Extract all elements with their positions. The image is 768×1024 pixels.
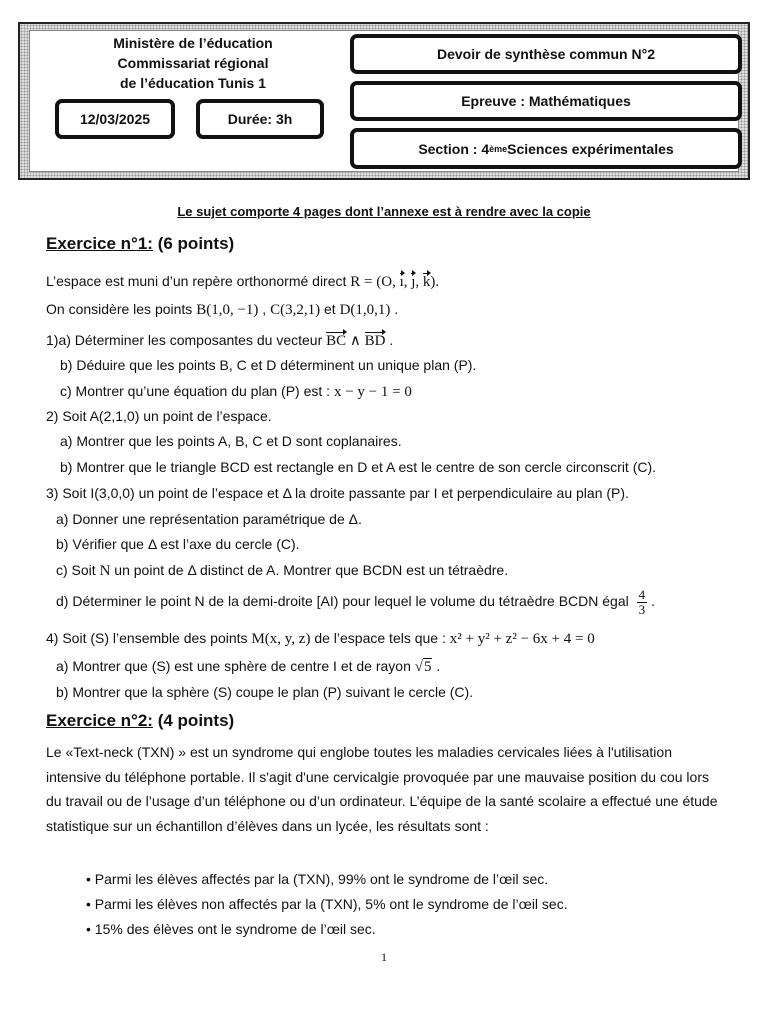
exercise-1-label: Exercice n°1: <box>46 234 153 253</box>
header-inner <box>29 30 739 172</box>
exercise-1-title <box>46 234 234 254</box>
date-box: 12/03/2025 <box>55 99 175 139</box>
exercise-2-title <box>46 711 234 731</box>
wedge: ∧ <box>346 333 365 349</box>
ex2-paragraph: Le «Text-neck (TXN) » est un syndrome qui englobe toutes les maladies cervicales liées à l'utilisation intensive du téléphone portable. Il s'agit d'une cervicalgie provoquée par une mauvaise position du cou lors du travail ou de l’usage d’un téléphone ou d’un ordinateur. L’équipe de la santé scolaire a effectué une étude statistique sur un échantillon d’élèves dans un lycée, les résultats sont : <box>46 744 718 834</box>
duration-box: Durée: 3h <box>196 99 324 139</box>
text: a) Montrer que (S) est une sphère de centre I et de rayon <box>56 658 415 674</box>
ex1-q2b: b) Montrer que le triangle BCD est rectangle en D et A est le centre de son cercle circonscrit (C). <box>60 459 657 475</box>
fraction-denominator: 3 <box>638 602 646 617</box>
sqrt: √5 <box>414 659 432 675</box>
exercise-2-points: (4 points) <box>152 711 235 730</box>
section-suffix: Sciences expérimentales <box>507 140 674 157</box>
vector-j: ȷ <box>411 274 416 290</box>
vector-k: k <box>422 274 431 290</box>
sep: . <box>432 658 441 674</box>
exercise-1-points: (6 points) <box>152 234 235 253</box>
exam-title-box: Devoir de synthèse commun N°2 <box>350 34 742 74</box>
vector-bd: BD <box>364 333 386 349</box>
text: L’espace est muni d’un repère orthonormé direct <box>46 273 351 289</box>
ministry-line: Ministère de l’éducation <box>113 35 273 51</box>
text: 4) Soit (S) l’ensemble des points <box>46 630 252 646</box>
ministry-block <box>42 33 344 93</box>
math-part: R = (O, <box>350 274 400 290</box>
sphere-equation: x² + y² + z² − 6x + 4 = 0 <box>449 631 595 647</box>
ex1-q3c <box>56 562 508 580</box>
point-d: D(1,0,1) <box>339 302 391 318</box>
sqrt-radicand: 5 <box>423 659 432 675</box>
point-b: B(1,0, −1) <box>196 302 259 318</box>
fraction <box>637 588 648 617</box>
ex1-q1c <box>60 383 412 401</box>
ex2-bullet: • Parmi les élèves affectés par la (TXN), 99% ont le syndrome de l’œil sec. <box>86 871 549 887</box>
ex1-q1b: b) Déduire que les points B, C et D déterminent un unique plan (P). <box>60 357 477 373</box>
text: c) Soit <box>56 562 100 578</box>
ex2-bullet: • 15% des élèves ont le syndrome de l’œil sec. <box>86 921 376 937</box>
ex1-q4 <box>46 630 595 648</box>
sep: . <box>390 301 399 317</box>
text: de l’espace tels que : <box>310 630 450 646</box>
math-part: ). <box>430 274 440 290</box>
point-c: C(3,2,1) <box>270 302 321 318</box>
ex1-q3b: b) Vérifier que Δ est l’axe du cercle (C). <box>56 536 300 552</box>
vector-i: ı <box>399 274 404 290</box>
plane-equation: x − y − 1 = 0 <box>333 384 412 400</box>
sep: , <box>258 301 271 317</box>
sep: . <box>385 332 394 348</box>
ex1-q3d <box>56 588 655 617</box>
ministry-line: Commissariat régional <box>117 55 269 71</box>
text: c) Montrer qu’une équation du plan (P) est : <box>60 383 334 399</box>
vector-bc: BC <box>326 333 347 349</box>
subject-note: Le sujet comporte 4 pages dont l’annexe est à rendre avec la copie <box>177 204 591 219</box>
sep: . <box>651 593 656 610</box>
ex1-q2a: a) Montrer que les points A, B, C et D sont coplanaires. <box>60 433 402 449</box>
ex2-bullet: • Parmi les élèves non affectés par la (TXN), 5% ont le syndrome de l’œil sec. <box>86 896 568 912</box>
text: un point de Δ distinct de A. Montrer que BCDN est un tétraèdre. <box>110 562 509 578</box>
math: R = (O, ı, ȷ, k). <box>350 274 440 290</box>
page-number: 1 <box>381 950 387 964</box>
ex1-q3a: a) Donner une représentation paramétrique de Δ. <box>56 511 362 527</box>
ex1-q2: 2) Soit A(2,1,0) un point de l’espace. <box>46 408 272 424</box>
math <box>326 333 385 349</box>
subject-box: Epreuve : Mathématiques <box>350 81 742 121</box>
sep: et <box>320 301 340 317</box>
ex1-q4a <box>56 658 440 676</box>
ex1-intro-2 <box>46 301 398 319</box>
point-m: M(x, y, z) <box>251 631 311 647</box>
section-box: Section : 4 ème Sciences expérimentales <box>350 128 742 169</box>
fraction-numerator: 4 <box>638 587 646 602</box>
ministry-line: de l’éducation Tunis 1 <box>120 75 266 91</box>
ex1-q1a <box>46 331 393 350</box>
point-n: N <box>99 563 111 579</box>
section-prefix: Section : 4 <box>418 140 490 157</box>
text: d) Déterminer le point N de la demi-droite [AI) pour lequel le volume du tétraèdre BCDN égal <box>56 593 633 610</box>
ex1-q4b: b) Montrer que la sphère (S) coupe le plan (P) suivant le cercle (C). <box>56 684 474 700</box>
text: On considère les points <box>46 301 197 317</box>
exercise-2-label: Exercice n°2: <box>46 711 153 730</box>
text: 1)a) Déterminer les composantes du vecteur <box>46 332 327 348</box>
ex1-q3: 3) Soit I(3,0,0) un point de l’espace et Δ la droite passante par I et perpendiculaire au plan (P). <box>46 485 629 501</box>
ex1-intro-1 <box>46 273 439 291</box>
header-frame <box>18 22 750 180</box>
